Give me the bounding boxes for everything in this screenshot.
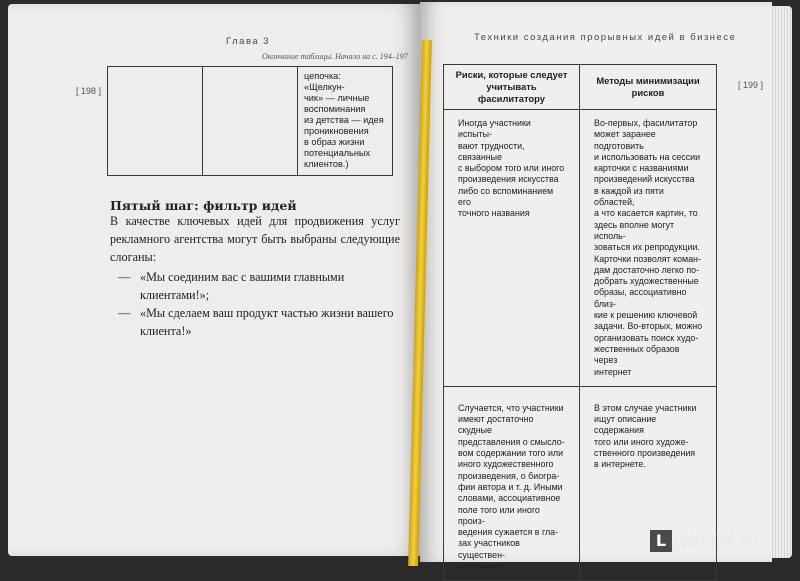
cell-line: Во-первых, фасилитатор: [594, 118, 698, 128]
method-cell: [580, 110, 717, 387]
cell-line: того или иного художе-: [594, 436, 689, 447]
header-line: Методы минимизации: [596, 75, 700, 86]
list-item: [110, 268, 405, 304]
cell-line: поле того или иного произ-: [458, 504, 540, 526]
cell-line: здесь вполне могут исполь-: [594, 219, 675, 241]
page-edges: [772, 6, 792, 558]
cell-line: имеют достаточно скудные: [458, 414, 534, 436]
list-item: [110, 304, 405, 340]
risk-cell: [444, 110, 580, 387]
cell-line: из детства — идея: [304, 115, 384, 125]
cell-line: но сужено: [458, 560, 500, 571]
cell-line: задачи. Во-вторых, можно: [594, 321, 703, 332]
column-header-risks: [444, 65, 580, 110]
cell-line: организовать поиск худо-: [594, 332, 699, 343]
cell-line: Случается, что участники: [458, 402, 564, 413]
cell-line: зоваться их репродукции.: [594, 242, 700, 253]
cell-line: карточки с названиями: [594, 163, 689, 174]
cell-line: жественных образов через: [594, 343, 680, 366]
cell-line: в образ жизни: [304, 137, 365, 147]
cell-line: ведения сужается в гла-: [458, 527, 559, 538]
cell-line: с выбором того или иного: [458, 163, 565, 174]
cell-line: словами, ассоциативное: [458, 493, 561, 504]
cell-line: ищут описание содержания: [594, 414, 657, 436]
right-page-number: [ 199 ]: [738, 80, 764, 90]
method-cell: [580, 386, 717, 580]
right-table: [443, 64, 717, 581]
cell-line: ственного произведения: [594, 448, 696, 459]
cell-line: В этом случае участники: [594, 402, 697, 413]
cell-line: и использовать на сессии: [594, 151, 701, 162]
cell-line: произведения искусства: [458, 174, 559, 185]
table-row: [108, 67, 393, 176]
cell-line: вом содержании того или: [458, 448, 564, 459]
slogan-list: [110, 268, 405, 340]
cell-line: Карточки позволят коман-: [594, 253, 701, 264]
section-heading: Пятый шаг: фильтр идей: [110, 198, 297, 213]
right-running-header: Техники создания прорывных идей в бизнесе: [474, 32, 737, 43]
cell-line: произведения, о биогра-: [458, 470, 560, 481]
left-table: [107, 66, 393, 176]
list-dash: —: [118, 270, 131, 284]
cell-line: фии автора и т. д. Иными: [458, 481, 563, 492]
cell-line: дам достаточно легко по-: [594, 264, 700, 275]
header-line: Риски, которые следует: [455, 69, 568, 80]
cell-line: представления о смысло-: [458, 436, 565, 447]
cell-line: клиентов.): [304, 159, 349, 169]
cell-line: в интернете.: [594, 459, 646, 470]
header-line: рисков: [631, 87, 665, 98]
list-item-text: «Мы сделаем ваш продукт частью жизни вашего клиента!»: [140, 306, 394, 338]
table-continuation-caption: Окончание таблицы. Начало на с. 194–197: [262, 52, 408, 61]
cell-line: может заранее подготовить: [594, 129, 656, 151]
cell-line: чик» — личные: [304, 93, 370, 103]
cell-line: «Щелкун-: [304, 82, 345, 92]
cell-line: Иногда участники испыты-: [458, 118, 531, 140]
table-row: [444, 386, 717, 580]
watermark-logo: L: [650, 530, 672, 552]
column-header-methods: [580, 65, 717, 110]
cell-line: иного художественного: [458, 459, 554, 470]
cell-line: кие к решению ключевой: [594, 310, 698, 321]
table-cell-empty-1: [108, 67, 203, 176]
cell-line: вают трудности, связанные: [458, 140, 525, 162]
cell-line: а что касается картин, то: [594, 208, 698, 219]
table-row: [444, 110, 717, 387]
cell-line: потенциальных: [304, 148, 371, 158]
cell-line: произведений искусства: [594, 174, 695, 185]
cell-line: либо со вспоминанием его: [458, 185, 554, 208]
watermark-text: labirint.ru: [674, 532, 758, 551]
table-cell-text: [298, 67, 393, 176]
header-line: учитывать фасилитатору: [478, 81, 545, 104]
cell-line: цепочка:: [304, 71, 341, 81]
list-dash: —: [118, 306, 131, 320]
cell-line: точного названия: [458, 208, 530, 219]
cell-line: проникновения: [304, 126, 369, 136]
table-header-row: [444, 65, 717, 110]
left-page-number: [ 198 ]: [76, 86, 102, 96]
cell-line: добрать художественные: [594, 276, 699, 287]
list-item-text: «Мы соединим вас с вашими главными клиентами!»;: [140, 270, 345, 302]
cell-line: в каждой из пяти областей,: [594, 185, 664, 208]
cell-line: образы, ассоциативно близ-: [594, 287, 687, 309]
cell-line: интернет: [594, 366, 632, 377]
body-paragraph: В качестве ключевых идей для продвижения услуг рекламного агентства могут быть выбраны следующие слоганы:: [110, 214, 400, 264]
cell-line: зах участников существен-: [458, 538, 520, 560]
table-cell-empty-2: [203, 67, 298, 176]
cell-line: воспоминания: [304, 104, 366, 114]
left-running-header: Глава 3: [226, 36, 271, 47]
risk-cell: [444, 386, 580, 580]
